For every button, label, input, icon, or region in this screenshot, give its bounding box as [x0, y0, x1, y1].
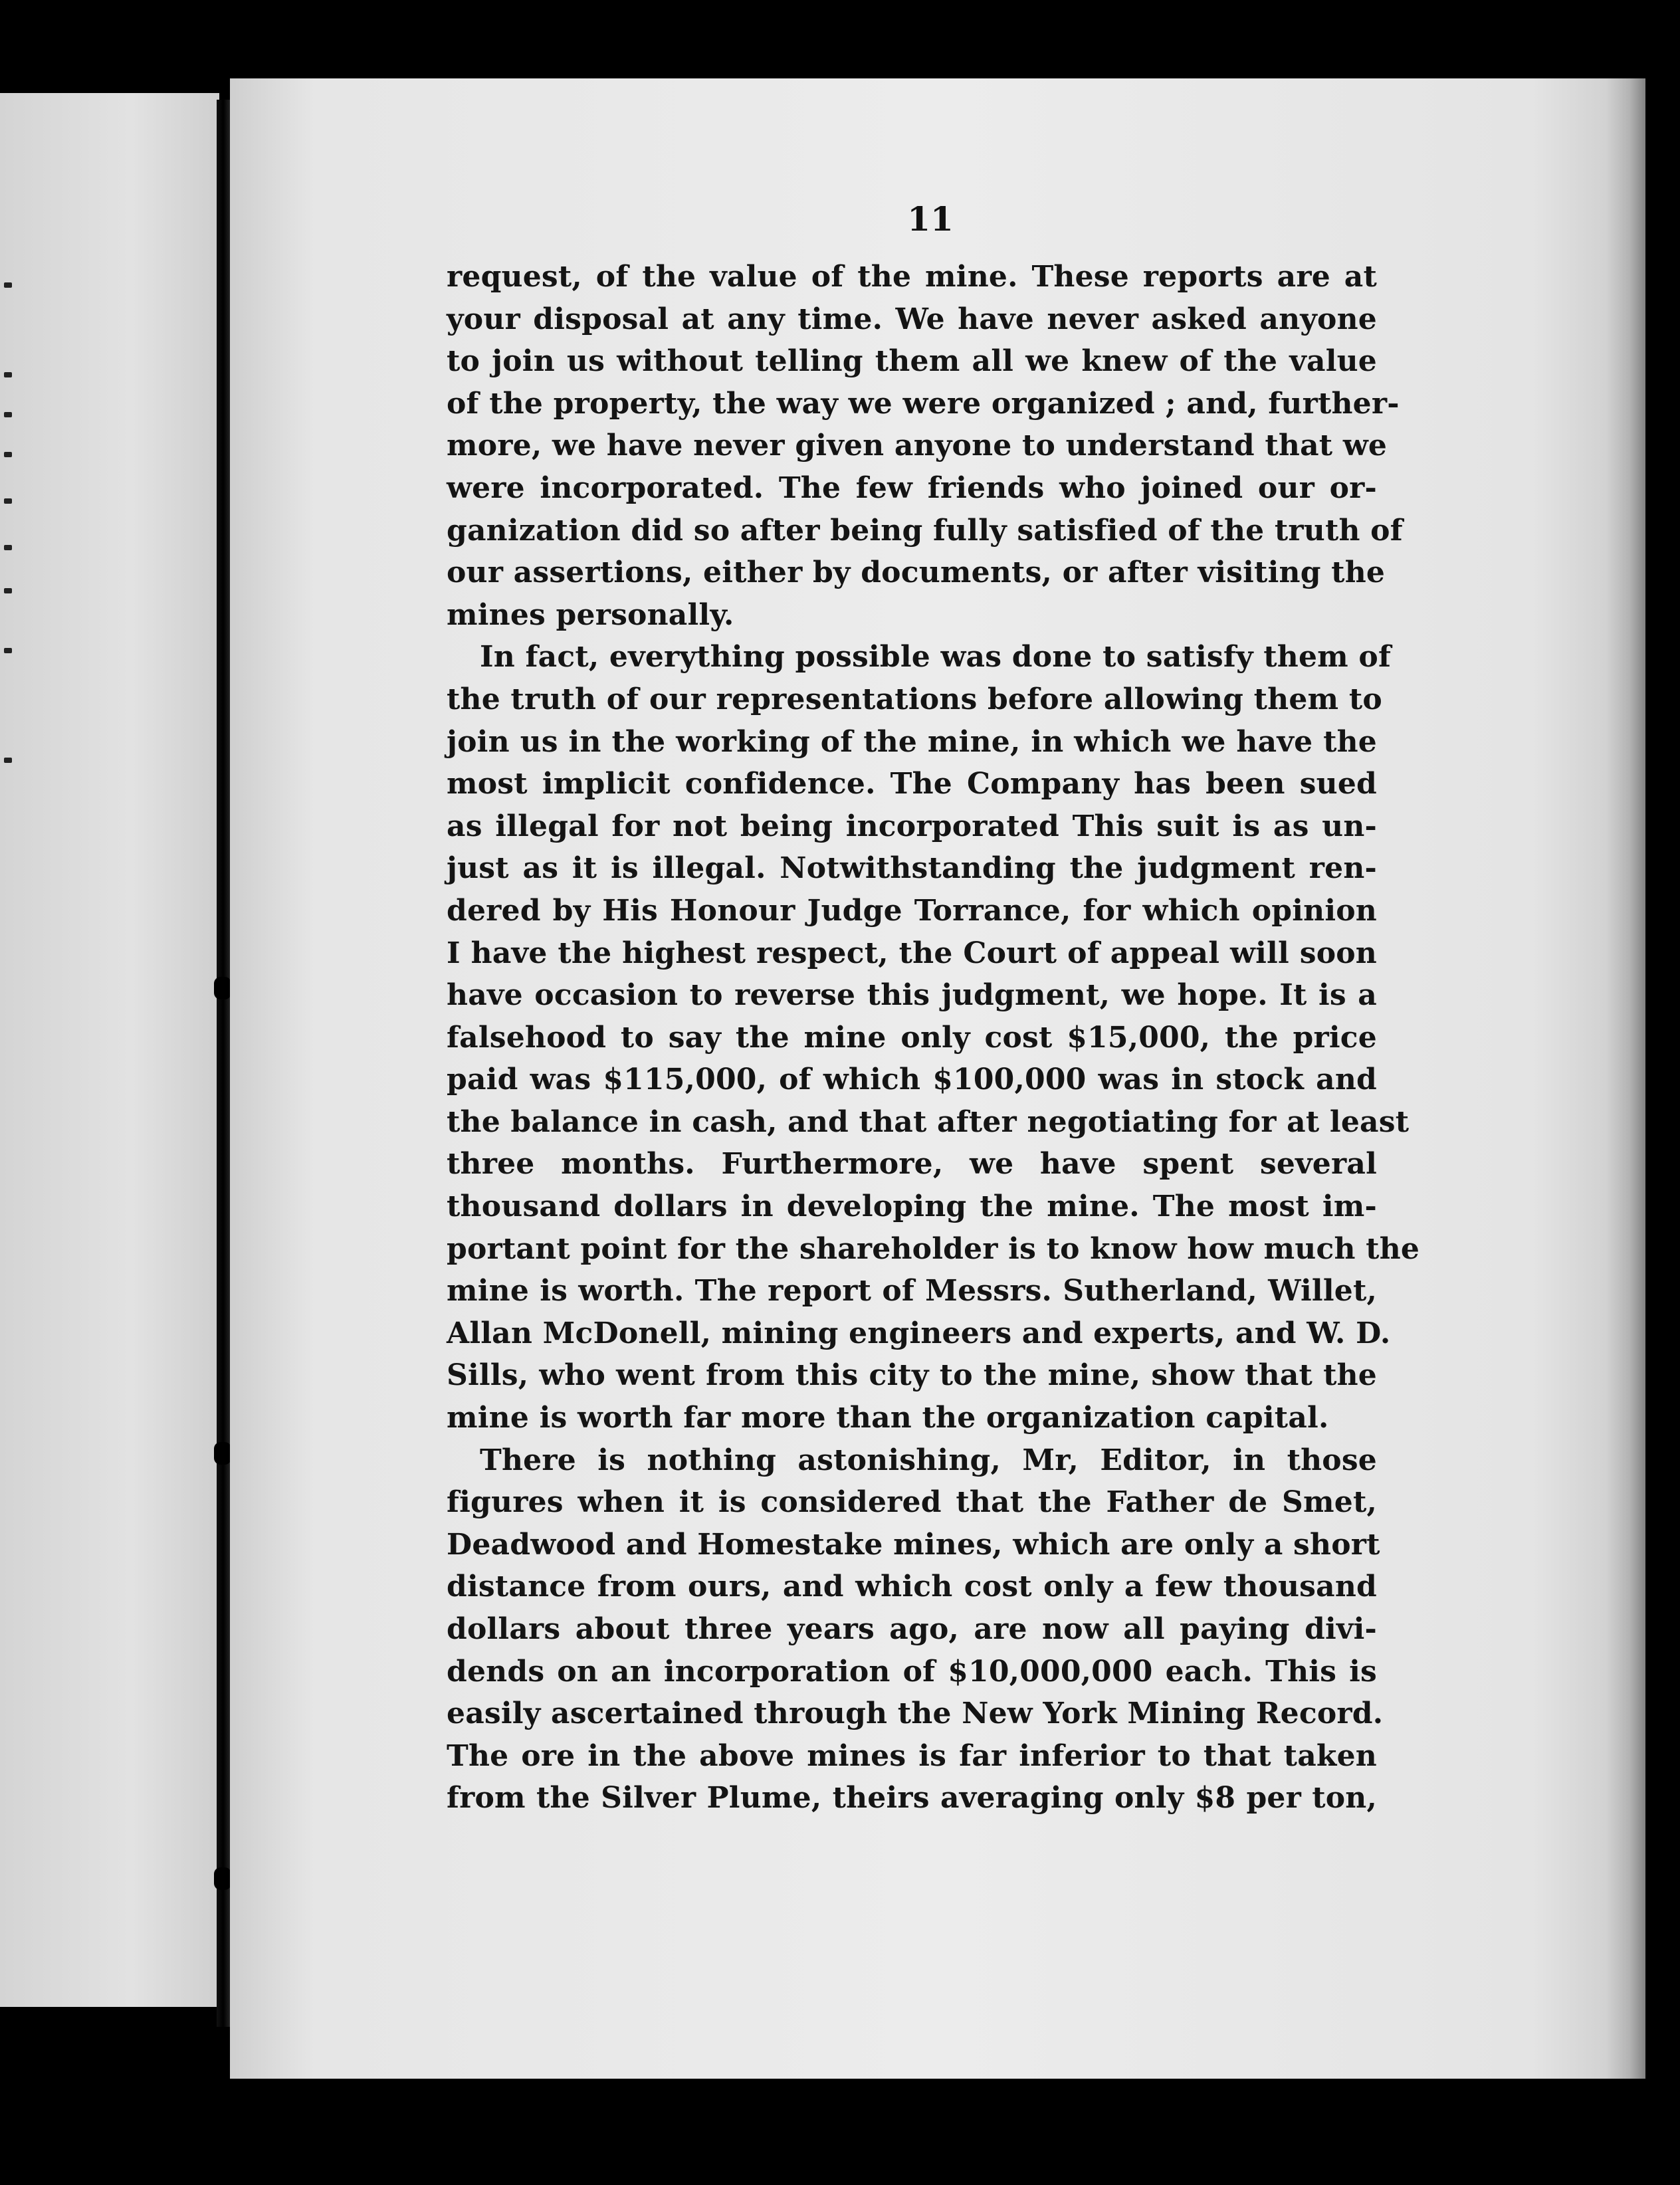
binding-stitch — [214, 1442, 231, 1465]
paragraph-start-line: There is nothing astonishing, Mr, Editor, in those — [480, 1443, 1377, 1477]
margin-mark — [4, 498, 12, 504]
text-line: distance from ours, and which cost only a few thousand — [447, 1570, 1377, 1604]
text-line: dollars about three years ago, are now all paying divi- — [447, 1612, 1377, 1646]
page-number: 11 — [907, 199, 954, 239]
margin-mark — [4, 758, 12, 763]
text-line: have occasion to reverse this judgment, we hope. It is a — [447, 978, 1377, 1013]
text-line: more, we have never given anyone to understand that we — [447, 429, 1388, 463]
text-line: The ore in the above mines is far inferior to that taken — [447, 1738, 1377, 1773]
margin-mark — [4, 452, 12, 457]
text-line: request, of the value of the mine. These reports are at — [447, 260, 1377, 294]
text-line: I have the highest respect, the Court of appeal will soon — [447, 936, 1377, 970]
text-line: our assertions, either by documents, or after visiting the — [447, 556, 1386, 590]
margin-mark — [4, 372, 12, 377]
text-line: easily ascertained through the New York Mining Record. — [447, 1697, 1384, 1731]
left-facing-page-edge — [0, 93, 219, 2007]
text-line: were incorporated. The few friends who joined our or- — [447, 470, 1377, 505]
text-line: the truth of our representations before allowing them to — [447, 682, 1382, 716]
text-line: dered by His Honour Judge Torrance, for which opinion — [447, 893, 1377, 928]
text-line: Deadwood and Homestake mines, which are only a short — [447, 1527, 1380, 1562]
paragraph-start-line: In fact, everything possible was done to satisfy them of — [480, 640, 1392, 675]
margin-mark — [4, 588, 12, 593]
margin-mark — [4, 648, 12, 653]
text-line: mine is worth. The report of Messrs. Sutherland, Willet, — [447, 1274, 1377, 1308]
body-text — [447, 256, 1420, 1820]
text-line: thousand dollars in developing the mine. The most im- — [447, 1190, 1377, 1224]
text-line: to join us without telling them all we knew of the value — [447, 344, 1377, 379]
margin-mark — [4, 545, 12, 550]
page-shadow-edge — [1606, 78, 1645, 2079]
text-line: as illegal for not being incorporated This suit is as un- — [447, 809, 1377, 843]
text-line: the balance in cash, and that after negotiating for at least — [447, 1104, 1410, 1139]
text-line: portant point for the shareholder is to know how much the — [447, 1231, 1420, 1266]
margin-mark — [4, 282, 12, 288]
text-line: mines personally. — [447, 597, 734, 632]
text-line: three months. Furthermore, we have spent several — [447, 1147, 1377, 1182]
text-line: Allan McDonell, mining engineers and experts, and W. D. — [447, 1316, 1391, 1350]
binding-stitch — [214, 1867, 231, 1890]
text-line: ganization did so after being fully satisfied of the truth of — [447, 513, 1403, 548]
binding-gutter — [217, 100, 230, 2027]
text-line: figures when it is considered that the Father de Smet, — [447, 1485, 1377, 1520]
text-line: Sills, who went from this city to the mine, show that the — [447, 1358, 1377, 1393]
text-line: paid was $115,000, of which $100,000 was in stock and — [447, 1063, 1377, 1097]
margin-mark — [4, 412, 12, 417]
text-line: most implicit confidence. The Company has been sued — [447, 767, 1377, 801]
text-line: from the Silver Plume, theirs averaging only $8 per ton, — [447, 1781, 1377, 1816]
text-line: just as it is illegal. Notwithstanding the judgment ren- — [447, 851, 1377, 886]
text-line: your disposal at any time. We have never asked anyone — [447, 302, 1377, 336]
binding-stitch — [214, 977, 231, 999]
text-line: mine is worth far more than the organization capital. — [447, 1401, 1329, 1435]
text-line: dends on an incorporation of $10,000,000 each. This is — [447, 1654, 1377, 1689]
text-line: falsehood to say the mine only cost $15,000, the price — [447, 1020, 1377, 1055]
text-line: join us in the working of the mine, in which we have the — [447, 724, 1377, 759]
text-line: of the property, the way we were organized ; and, further- — [447, 386, 1400, 421]
